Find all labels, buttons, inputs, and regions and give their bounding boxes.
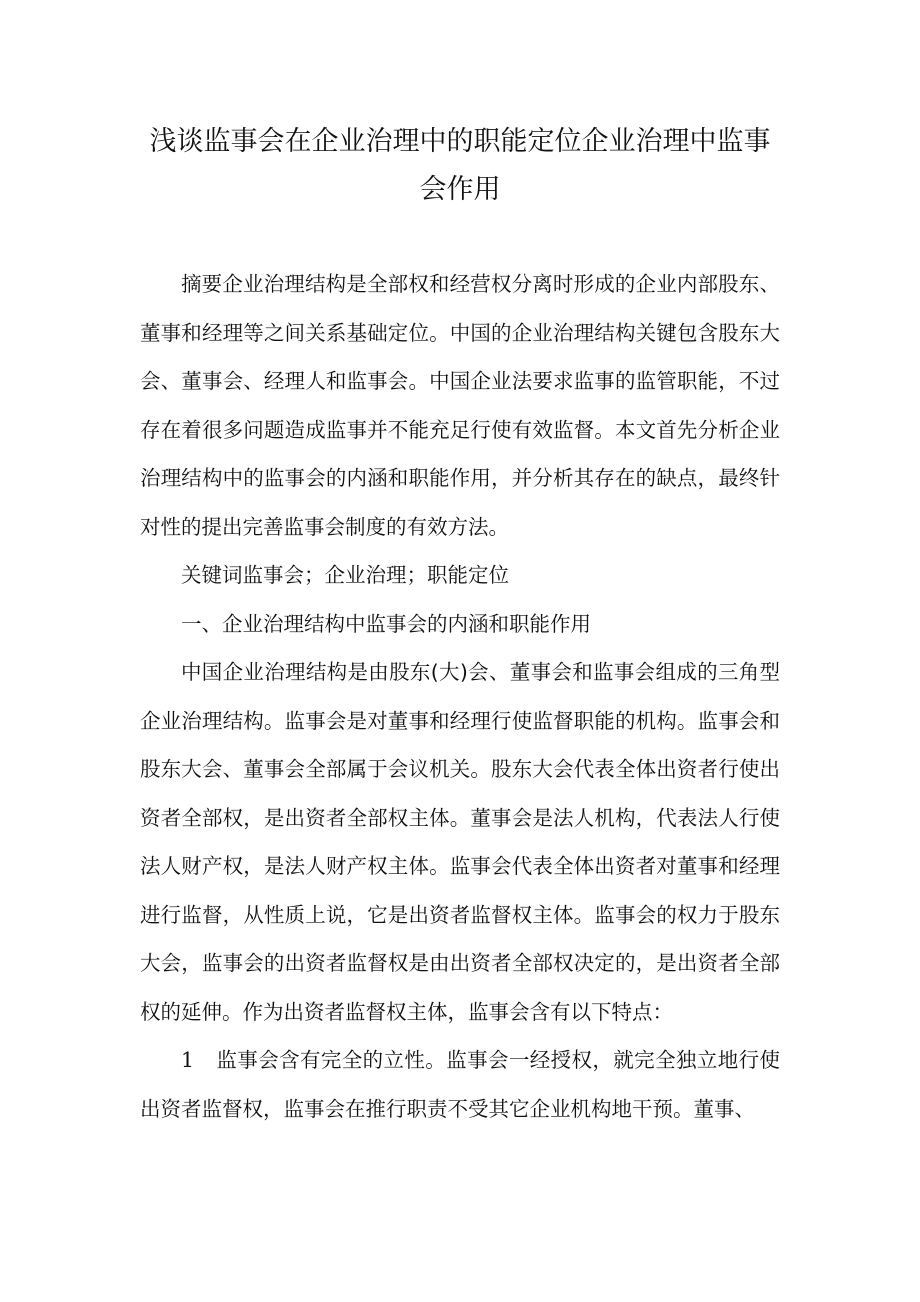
document-body <box>140 260 780 1133</box>
document-title: 浅谈监事会在企业治理中的职能定位企业治理中监事会作用 <box>149 126 771 205</box>
section-heading: 一、企业治理结构中监事会的内涵和职能作用 <box>181 611 591 636</box>
numbered-point <box>140 1036 780 1133</box>
point-number: 1 <box>181 1048 195 1072</box>
keywords-line: 关键词监事会；企业治理；职能定位 <box>181 563 509 587</box>
abstract-paragraph: 摘要企业治理结构是全部权和经营权分离时形成的企业内部股东、董事和经理等之间关系基础定位。中国的企业治理结构关键包含股东大会、董事会、经理人和监事会。中国企业法要求监事的监管职能，不过存在着很多问题造成监事并不能充足行使有效监督。本文首先分析企业治理结构中的监事会的内涵和职能作用，并分析其存在的缺点，最终针对性的提出完善监事会制度的有效方法。 <box>140 272 780 539</box>
point-text: 监事会含有完全的立性。监事会一经授权，就完全独立地行使出资者监督权，监事会在推行职责不受其它企业机构地干预。董事、 <box>140 1048 780 1121</box>
section-paragraph: 中国企业治理结构是由股东(大)会、董事会和监事会组成的三角型企业治理结构。监事会是对董事和经理行使监督职能的机构。监事会和股东大会、董事会全部属于会议机关。股东大会代表全体出资者行使出资者全部权，是出资者全部权主体。董事会是法人机构，代表法人行使法人财产权，是法人财产权主体。监事会代表全体出资者对董事和经理进行监督，从性质上说，它是出资者监督权主体。监事会的权力于股东大会，监事会的出资者监督权是由出资者全部权决定的，是出资者全部权的延伸。作为出资者监督权主体，监事会含有以下特点： <box>140 660 780 1024</box>
